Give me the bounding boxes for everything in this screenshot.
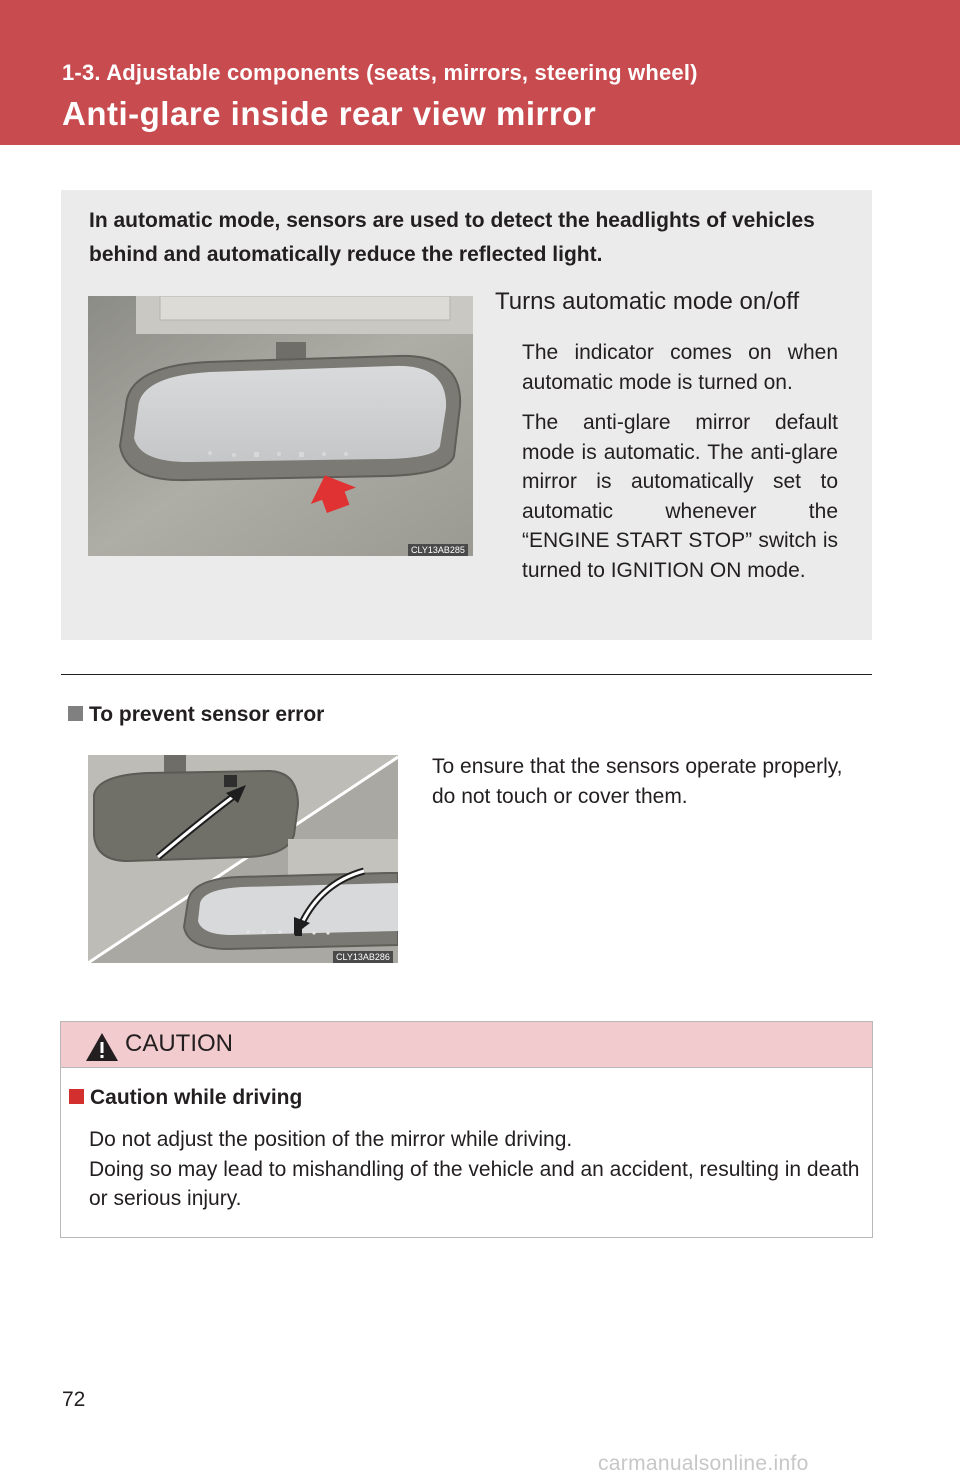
caution-header [61, 1022, 872, 1068]
photo-code-2: CLY13AB286 [333, 951, 393, 963]
photo-code-1: CLY13AB285 [408, 544, 468, 556]
callout-title: Turns automatic mode on/off [495, 288, 800, 315]
watermark: carmanualsonline.info [598, 1452, 809, 1475]
sensor-heading-text: To prevent sensor error [89, 703, 325, 726]
section-title: 1-3. Adjustable components (seats, mirrors, steering wheel) [62, 60, 698, 85]
callout-paragraph-1: The indicator comes on when automatic mode is turned on. [522, 341, 838, 394]
sensor-text: To ensure that the sensors operate properly, do not touch or cover them. [432, 755, 843, 808]
intro-panel [61, 190, 872, 640]
caution-box [60, 1021, 873, 1238]
intro-text: In automatic mode, sensors are used to detect the headlights of vehicles behind and automatically reduce the reflected light. [89, 209, 815, 266]
warning-triangle-icon [85, 1032, 119, 1062]
sensor-photo [88, 755, 398, 963]
page-number: 72 [62, 1388, 86, 1411]
sensor-heading [68, 703, 324, 727]
page-title: Anti-glare inside rear view mirror [62, 95, 597, 132]
caution-line-2: Doing so may lead to mishandling of the vehicle and an accident, resulting in death or serious injury. [89, 1157, 860, 1210]
caution-heading [69, 1086, 302, 1110]
sensor-illustration [88, 755, 398, 963]
square-bullet-icon [68, 706, 83, 721]
callout-body [522, 338, 838, 596]
mirror-photo [88, 296, 473, 556]
page-header [0, 0, 960, 145]
callout-paragraph-2: The anti-glare mirror default mode is automatic. The anti-glare mirror is automatically set to automatic whenever the “ENGINE START STOP” switch is turned to IGNITION ON mode. [522, 411, 838, 582]
caution-text [89, 1125, 869, 1214]
caution-label: CAUTION [125, 1030, 233, 1057]
caution-heading-text: Caution while driving [90, 1086, 303, 1109]
section-divider [61, 674, 872, 675]
mirror-illustration [88, 296, 473, 556]
caution-line-1: Do not adjust the position of the mirror while driving. [89, 1128, 573, 1151]
square-bullet-icon [69, 1089, 84, 1104]
